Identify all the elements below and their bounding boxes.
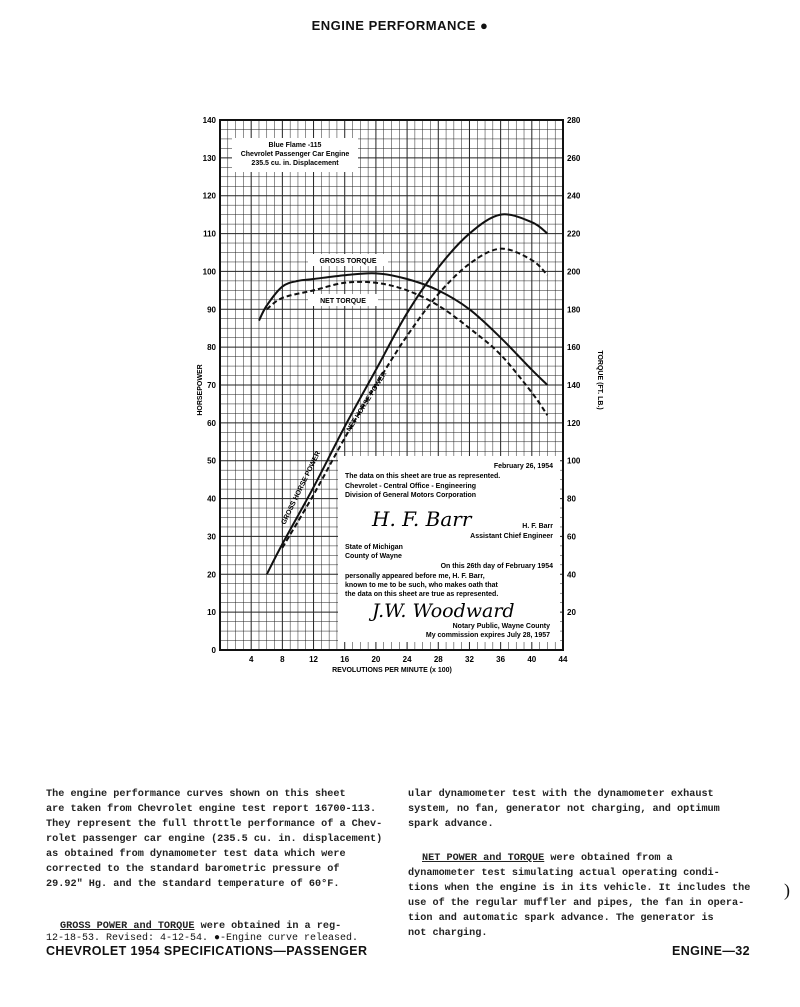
label-gross-torque: GROSS TORQUE xyxy=(319,258,377,265)
svg-text:Chevrolet - Central Office - E: Chevrolet - Central Office - Engineering xyxy=(345,483,477,490)
label-gross-horse-power: GROSS HORSE POWER xyxy=(280,450,323,526)
x-tick-label: 32 xyxy=(465,655,474,664)
y-tick-label: 20 xyxy=(207,570,216,580)
net-power-paragraph: NET POWER and TORQUE were obtained from a dynamometer test simulating actual operating condi- tions when the engine is in its vehicle. It includes the use of the regular muffler and pipes, the fan in opera- tion and automatic spark advance. The generator is not charging. xyxy=(408,853,751,939)
y2-tick-label: 160 xyxy=(567,343,581,353)
y-tick-label: 110 xyxy=(203,229,216,239)
svg-text:On this 26th day of February 1: On this 26th day of February 1954 xyxy=(440,563,553,570)
y2-tick-label: 200 xyxy=(567,267,581,277)
y2-tick-label: 260 xyxy=(567,153,581,163)
signature-woodward: J.W. Woodward xyxy=(372,600,515,622)
svg-text:H. F. Barr: H. F. Barr xyxy=(522,523,553,530)
y2-tick-label: 60 xyxy=(567,532,576,542)
gross-power-paragraph: GROSS POWER and TORQUE were obtained in a reg- xyxy=(60,921,342,932)
footer-right: ENGINE—32 xyxy=(672,944,750,958)
y2-tick-label: 280 xyxy=(567,116,581,125)
label-net-torque: NET TORQUE xyxy=(320,298,366,305)
description-left: The engine performance curves shown on this sheet are taken from Chevrolet engine test report 16700-113. They represent the full throttle performance of a Chev- rolet passenger car engine (235.5 cu. in. displacement) as obtained from dynamometer test data which were corrected to the standard barometric pressure of 29.92" Hg. and the standard temperature of 60°F. xyxy=(46,789,383,890)
y-tick-label: 40 xyxy=(207,494,216,504)
x-tick-label: 24 xyxy=(402,655,412,664)
svg-text:February 26, 1954: February 26, 1954 xyxy=(493,463,553,470)
chart-title-line-2: Chevrolet Passenger Car Engine xyxy=(240,151,350,158)
y-tick-label: 80 xyxy=(207,343,216,353)
svg-text:State of Michigan: State of Michigan xyxy=(345,544,403,551)
y2-tick-label: 240 xyxy=(567,191,581,201)
label-net-horse-power: NET HORSE POWER xyxy=(345,370,389,434)
svg-text:The data on this sheet are tru: The data on this sheet are true as represented. xyxy=(345,473,501,480)
y2-tick-label: 140 xyxy=(567,381,581,390)
page-header: ENGINE PERFORMANCE ● xyxy=(311,18,489,33)
x-tick-label: 36 xyxy=(496,655,506,664)
x-tick-label: 4 xyxy=(248,655,254,664)
x-tick-label: 28 xyxy=(433,655,443,664)
svg-text:County of Wayne: County of Wayne xyxy=(345,553,402,560)
margin-mark: ) xyxy=(784,880,790,900)
svg-text:Notary Public, Wayne County: Notary Public, Wayne County xyxy=(452,623,550,630)
y2-tick-label: 180 xyxy=(567,305,581,315)
svg-text:known to me to be such, who ma: known to me to be such, who makes oath that xyxy=(345,582,498,589)
y-tick-label: 70 xyxy=(207,381,216,390)
y-tick-label: 90 xyxy=(207,305,216,315)
chart-title-line-3: 235.5 cu. in. Displacement xyxy=(251,160,339,167)
y2-tick-label: 20 xyxy=(567,608,576,618)
x-tick-label: 8 xyxy=(280,655,285,664)
x-tick-label: 12 xyxy=(309,655,318,664)
y2-tick-label: 120 xyxy=(567,418,581,428)
y2-tick-label: 220 xyxy=(567,229,581,239)
y-tick-label: 10 xyxy=(207,608,216,618)
y-tick-label: 60 xyxy=(207,418,216,428)
y-axis-label: HORSEPOWER xyxy=(197,364,204,416)
x-tick-label: 16 xyxy=(340,655,350,664)
x-tick-label: 40 xyxy=(527,655,537,664)
footer-left: CHEVROLET 1954 SPECIFICATIONS—PASSENGER xyxy=(46,944,368,958)
y-tick-label: 130 xyxy=(202,153,216,163)
svg-text:the data on this sheet are tru: the data on this sheet are true as represented. xyxy=(345,591,499,598)
y-tick-label: 50 xyxy=(207,456,216,466)
x-tick-label: 20 xyxy=(371,655,381,664)
signature-barr: H. F. Barr xyxy=(372,507,472,531)
y-tick-label: 120 xyxy=(202,191,216,201)
y-tick-label: 0 xyxy=(211,646,216,655)
svg-text:My commission expires July 28,: My commission expires July 28, 1957 xyxy=(425,632,550,639)
y2-tick-label: 40 xyxy=(567,570,576,580)
certificate-stamp xyxy=(338,456,560,642)
y-tick-label: 30 xyxy=(207,532,216,542)
chart-title-line-1: Blue Flame -115 xyxy=(268,142,322,149)
svg-text:Division of General Motors Cor: Division of General Motors Corporation xyxy=(345,492,477,499)
revision-note: 12-18-53. Revised: 4-12-54. ●-Engine curve released. xyxy=(46,933,359,944)
svg-text:personally appeared before me,: personally appeared before me, H. F. Barr, xyxy=(345,573,485,580)
x-tick-label: 44 xyxy=(558,655,568,664)
y-tick-label: 140 xyxy=(202,116,216,125)
y2-tick-label: 100 xyxy=(567,456,581,466)
y2-axis-label: TORQUE (FT. LB.) xyxy=(596,350,603,410)
svg-text:Assistant Chief Engineer: Assistant Chief Engineer xyxy=(470,533,553,540)
y-tick-label: 100 xyxy=(202,267,216,277)
series-line-gross-torque xyxy=(259,273,547,385)
y2-tick-label: 80 xyxy=(567,494,576,504)
description-right: ular dynamometer test with the dynamometer exhaust system, no fan, generator not charging, and optimum spark advance. xyxy=(408,789,720,830)
x-axis-label: REVOLUTIONS PER MINUTE (x 100) xyxy=(332,667,452,674)
